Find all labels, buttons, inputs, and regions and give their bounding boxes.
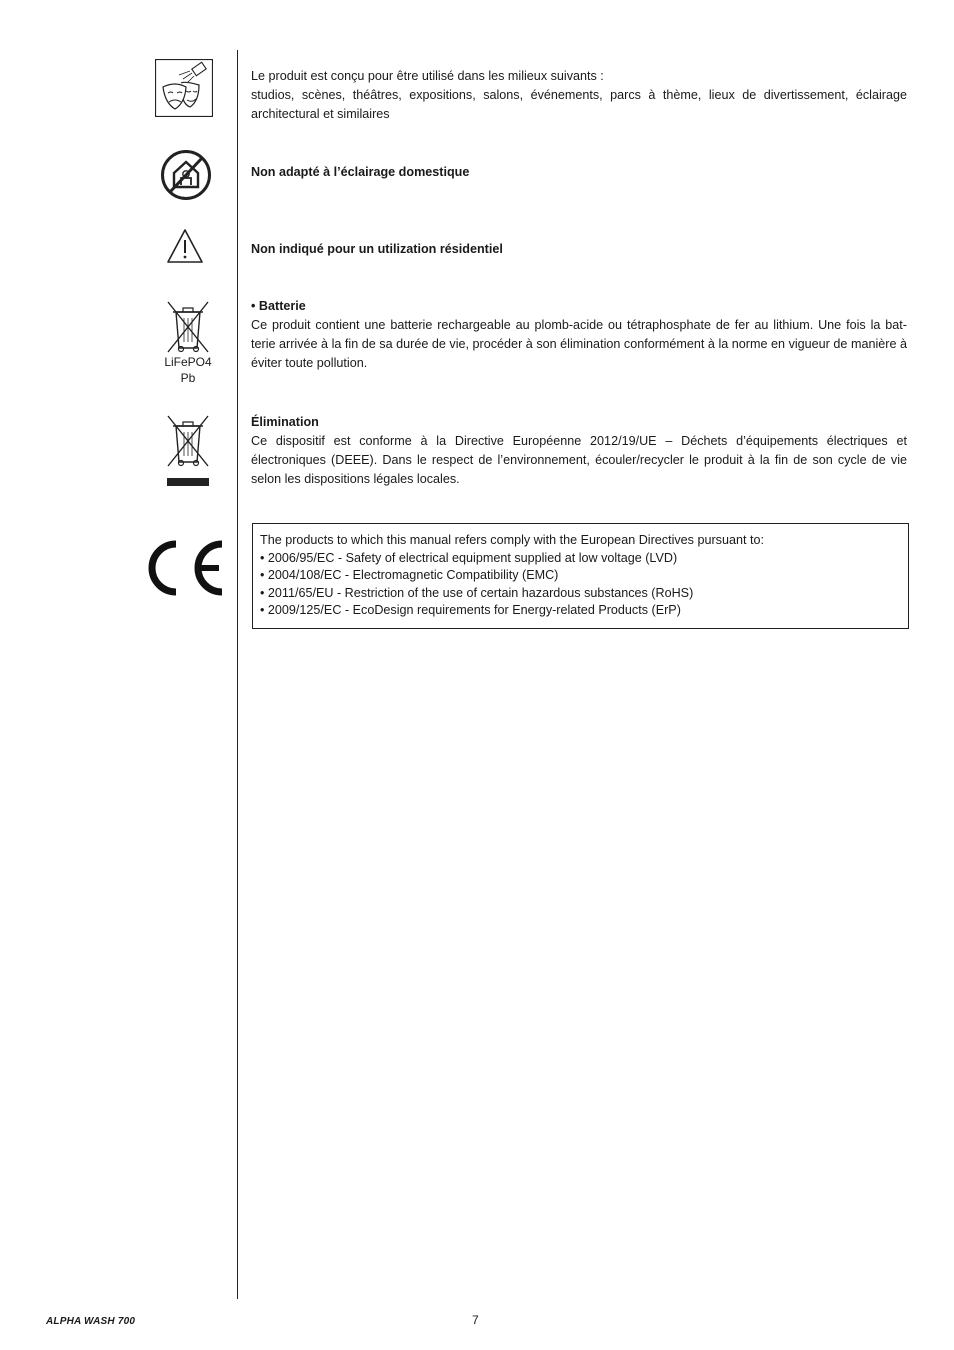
battery-section <box>251 297 907 373</box>
footer-product-name: ALPHA WASH 700 <box>46 1316 136 1327</box>
theatre-masks-icon <box>155 59 213 122</box>
crossed-bin-icon <box>164 300 212 359</box>
disposal-body: Ce dispositif est conforme à la Directive Européenne 2012/19/UE – Déchets d’équipements électriques et électroniques (DEEE). Dans le respect de l’environnement, écouler/recycler le produit à la fin de son cycle de vie selon les dispositions légales locales. <box>251 434 907 486</box>
weee-crossed-bin-icon <box>164 414 212 495</box>
ce-directive-item: • 2009/125/EC - EcoDesign requirements for Energy-related Products (ErP) <box>260 603 681 618</box>
ce-directive-item: • 2004/108/EC - Electromagnetic Compatibility (EMC) <box>260 568 559 583</box>
ce-mark-icon <box>146 538 226 603</box>
ce-directive-item: • 2006/95/EC - Safety of electrical equipment supplied at low voltage (LVD) <box>260 550 678 565</box>
environment-line-2: studios, scènes, théâtres, expositions, salons, événements, parcs à thème, lieux de divertissement, éclairage architectural et similaires <box>251 88 907 121</box>
column-divider <box>237 50 238 1299</box>
battery-icon-label-pb: Pb <box>180 371 196 385</box>
environment-text <box>251 67 907 124</box>
page-number: 7 <box>472 1313 479 1327</box>
environment-line-1: Le produit est conçu pour être utilisé dans les milieux suivants : <box>251 69 604 83</box>
residential-warning: Non indiqué pour un utilization résidentiel <box>251 242 503 256</box>
no-domestic-lighting-icon <box>160 149 212 206</box>
disposal-section <box>251 413 907 489</box>
ce-directive-item: • 2011/65/EU - Restriction of the use of certain hazardous substances (RoHS) <box>260 585 694 600</box>
ce-intro: The products to which this manual refers comply with the European Directives pursuant to: <box>260 533 764 547</box>
warning-triangle-icon <box>166 228 204 269</box>
domestic-warning: Non adapté à l’éclairage domestique <box>251 165 470 179</box>
battery-title: • Batterie <box>251 299 306 313</box>
battery-icon-label-lifepo4: LiFePO4 <box>164 355 212 369</box>
battery-body: Ce produit contient une batterie rechargeable au plomb-acide ou tétraphosphate de fer au lithium. Une fois la bat-terie arrivée à la fin de sa durée de vie, procéder à son élimination conformément à la norme en vigueur de manière à éviter toute pollution. <box>251 318 907 370</box>
ce-compliance-box <box>252 523 909 629</box>
disposal-title: Élimination <box>251 415 319 429</box>
